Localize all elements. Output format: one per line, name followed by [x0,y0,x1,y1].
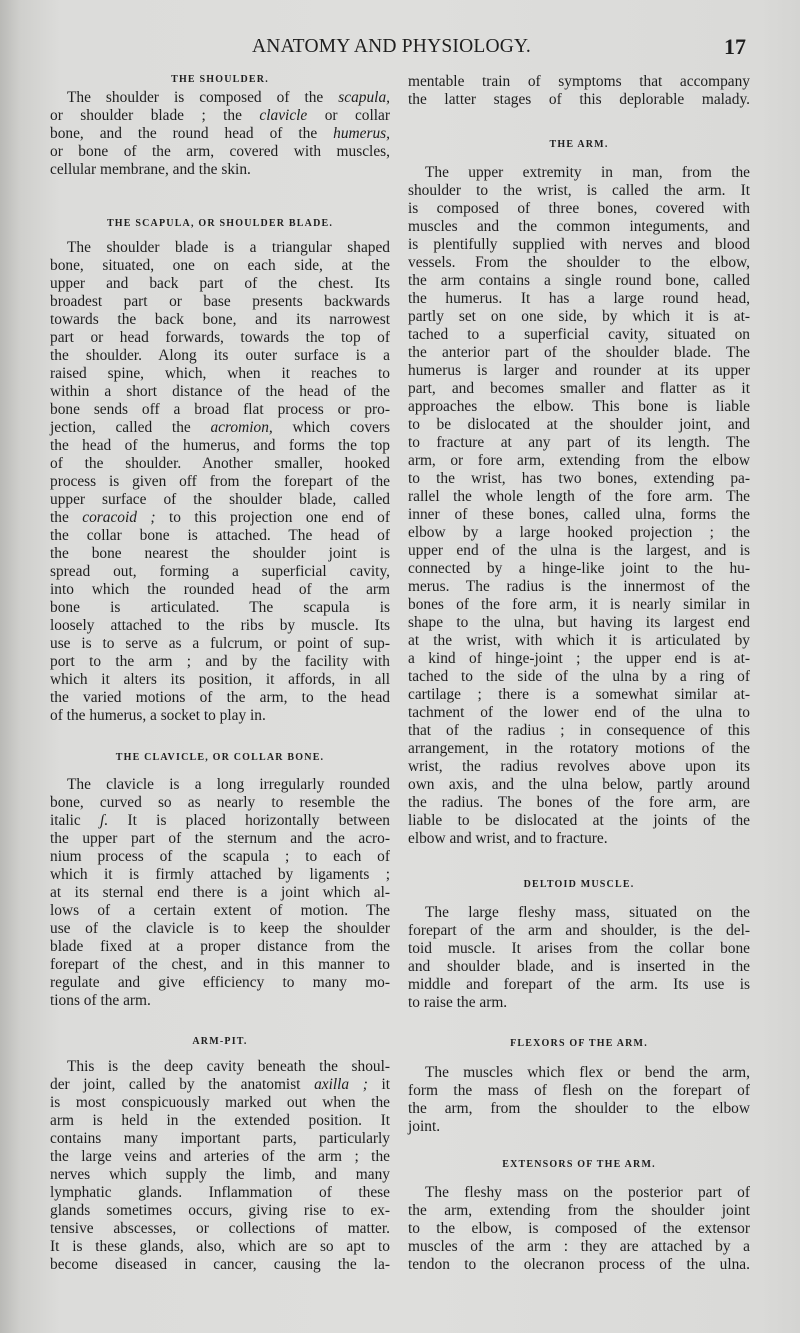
text-line: the coracoid ; to this projection one end of [50,509,391,526]
text-line: is most conspicuously marked out when the [50,1094,390,1111]
text-line: process is given off from the forepart of the [50,473,390,490]
text-line: rallel the whole length of the fore arm. The [408,488,750,505]
text-line: contains many important parts, particularly [50,1130,390,1147]
text-line: wrist, the radius revolves above upon its [408,758,750,775]
text-line: arm is held in the extended position. It [50,1112,390,1129]
text-line: which it is firmly attached by ligaments ; [50,866,390,883]
text-line: middle and forepart of the arm. Its use is [408,976,750,993]
text-line: shape to the ulna, but having its largest end [408,614,750,631]
text-line: arrangement, in the rotatory motions of the [408,740,750,757]
text-line: raised spine, which, when it reaches to [50,365,390,382]
text-line: the humerus. It has a large round head, [408,290,750,307]
text-line: that of the radius ; in consequence of this [408,722,750,739]
text-line: nerves which supply the limb, and many [50,1166,390,1183]
text-line: nium process of the scapula ; to each of [50,848,390,865]
text-line: tensive abscesses, or collections of matter. [50,1220,390,1237]
text-line: jection, called the acromion, which covers [50,419,390,436]
text-line: the arm, extending from the shoulder joint [408,1202,750,1219]
text-line: The upper extremity in man, from the [425,164,750,181]
text-line: at its sternal end there is a joint which al- [50,884,390,901]
page-number: 17 [724,34,746,59]
paragraph [50,1058,390,1274]
text-line: upper and back part of the chest. Its [50,275,390,292]
text-line: to be dislocated at the shoulder joint, and [408,416,750,433]
section-heading: THE SHOULDER. [171,74,269,85]
paragraph [50,89,390,179]
text-line: become diseased in cancer, causing the la- [50,1256,390,1273]
text-line: or shoulder blade ; the clavicle or collar [50,107,390,124]
text-line: into which the rounded head of the arm [50,581,390,598]
text-line: bone, and the round head of the humerus, [50,125,390,142]
italic-term: ʃ. [100,812,109,829]
text-line: elbow and wrist, and to fracture. [408,830,608,847]
text-line: approaches the elbow. This bone is liable [408,398,750,415]
text-line: to the elbow, is composed of the extensor [408,1220,750,1237]
text-line: forepart of the arm and shoulder, is the del- [408,922,750,939]
text-line: The muscles which flex or bend the arm, [425,1064,750,1081]
paragraph-continuation [408,73,750,109]
section-heading: DELTOID MUSCLE. [523,879,635,890]
text-line: own axis, and the ulna below, partly around [408,776,750,793]
text-line: vessels. From the shoulder to the elbow, [408,254,750,271]
section-heading: THE ARM. [549,139,609,150]
text-line: toid muscle. It arises from the collar bone [408,940,750,957]
text-line: broadest part or base presents backwards [50,293,390,310]
text-line: arm, or fore arm, extending from the elbow [408,452,750,469]
italic-term: axilla ; [314,1076,368,1093]
text-line: inner of these bones, called ulna, forms the [408,506,750,523]
paragraph [50,239,390,725]
text-line: the large veins and arteries of the arm ; the [50,1148,390,1165]
text-line: The shoulder is composed of the scapula, [67,89,390,106]
text-line: is composed of three bones, covered with [408,200,750,217]
text-line: merus. The radius is the innermost of the [408,578,750,595]
text-line: connected by a hinge-like joint to the hu- [408,560,750,577]
text-line: bone sends off a broad flat process or pro- [50,401,390,418]
text-line: a kind of hinge-joint ; the upper end is at- [408,650,750,667]
text-line: regulate and give efficiency to many mo- [50,974,390,991]
text-line: within a short distance of the head of the [50,383,390,400]
text-line: the arm, from the shoulder to the elbow [408,1100,750,1117]
text-line: bone, situated, one on each side, at the [50,257,390,274]
italic-term: clavicle [259,107,308,124]
text-line: mentable train of symptoms that accompany [408,73,750,90]
text-line: part or head forwards, towards the top of [50,329,390,346]
text-line: spread out, forming a superficial cavity, [50,563,390,580]
text-line: the varied motions of the arm, to the head [50,689,390,706]
text-line: The large fleshy mass, situated on the [425,904,750,921]
text-line: tions of the arm. [50,992,151,1009]
text-line: use of the clavicle is to keep the shoulder [50,920,390,937]
text-line: tached to a superficial cavity, situated on [408,326,750,343]
text-line: of the humerus, a socket to play in. [50,707,266,724]
text-line: to the wrist, has two bones, extending pa- [408,470,750,487]
text-line: bone, curved so as nearly to resemble the [50,794,390,811]
text-line: the anterior part of the shoulder blade. The [408,344,750,361]
section-heading: THE CLAVICLE, OR COLLAR BONE. [115,752,325,763]
text-line: the shoulder. Along its outer surface is a [50,347,390,364]
text-line: humerus is larger and rounder at its upper [408,362,750,379]
text-line: shoulder to the wrist, is called the arm. It [408,182,750,199]
text-line: partly set on one side, by which it is at- [408,308,750,325]
text-line: The clavicle is a long irregularly rounded [67,776,390,793]
text-line: the latter stages of this deplorable malady. [408,91,750,108]
text-line: bones of the fore arm, it is nearly similar in [408,596,750,613]
text-line: upper end of the ulna is the largest, and is [408,542,750,559]
text-line: The shoulder blade is a triangular shaped [67,239,390,256]
italic-term: acromion, [210,419,273,436]
text-line: muscles and the common integuments, and [408,218,750,235]
text-line: to raise the arm. [408,994,508,1011]
text-line: blade fixed at a proper distance from the [50,938,390,955]
text-line: joint. [408,1118,441,1135]
text-line: and shoulder blade, and is inserted in the [408,958,750,975]
section-heading: THE SCAPULA, OR SHOULDER BLADE. [106,218,334,229]
paragraph [50,776,390,1010]
text-line: tendon to the olecranon process of the ulna. [408,1256,750,1273]
paragraph [408,904,750,1012]
text-line: to fracture at any part of its length. The [408,434,750,451]
text-line: tachment of the lower end of the ulna to [408,704,750,721]
text-line: or bone of the arm, covered with muscles, [50,143,390,160]
text-line: the arm contains a single round bone, called [408,272,750,289]
text-line: This is the deep cavity beneath the shoul- [67,1058,390,1075]
text-line: lows of a certain extent of motion. The [50,902,390,919]
text-line: use is to serve as a fulcrum, or point of sup- [50,635,390,652]
text-line: port to the arm ; and by the facility with [50,653,390,670]
text-line: lymphatic glands. Inflammation of these [50,1184,390,1201]
text-line: forepart of the chest, and in this manner to [50,956,390,973]
text-line: der joint, called by the anatomist axilla ; it [50,1076,390,1093]
paragraph [408,1064,750,1136]
text-line: the collar bone is attached. The head of [50,527,390,544]
text-line: liable to be dislocated at the joints of the [408,812,750,829]
italic-term: coracoid ; [82,509,156,526]
text-line: towards the back bone, and its narrowest [50,311,390,328]
section-heading: FLEXORS OF THE ARM. [510,1038,648,1049]
italic-term: humerus, [333,125,390,142]
text-line: part, and becomes smaller and flatter as it [408,380,750,397]
paragraph [408,1184,750,1274]
text-line: cartilage ; there is a somewhat similar at- [408,686,750,703]
text-line: elbow by a large hooked projection ; the [408,524,750,541]
text-line: which it alters its position, it affords, in all [50,671,390,688]
text-line: the head of the humerus, and forms the top [50,437,390,454]
text-line: the bone nearest the shoulder joint is [50,545,390,562]
paragraph [408,164,750,848]
text-line: italic ʃ. It is placed horizontally between [50,812,390,829]
text-line: the radius. The bones of the fore arm, are [408,794,750,811]
section-heading: EXTENSORS OF THE ARM. [502,1159,656,1170]
text-line: It is these glands, also, which are so apt to [50,1238,390,1255]
text-line: glands sometimes occurs, giving rise to ex- [50,1202,390,1219]
text-line: form the mass of flesh on the forepart of [408,1082,750,1099]
text-line: bone is articulated. The scapula is [50,599,390,616]
text-line: muscles of the arm : they are attached by a [408,1238,750,1255]
text-line: loosely attached to the ribs by muscle. Its [50,617,390,634]
text-line: The fleshy mass on the posterior part of [425,1184,750,1201]
italic-term: scapula, [338,89,390,106]
section-heading: ARM-PIT. [192,1036,248,1047]
text-line: is plentifully supplied with nerves and blood [408,236,750,253]
text-line: of the shoulder. Another smaller, hooked [50,455,390,472]
text-line: cellular membrane, and the skin. [50,161,251,178]
text-line: tached to the side of the ulna by a ring of [408,668,750,685]
text-line: upper surface of the shoulder blade, called [50,491,390,508]
text-line: at the wrist, with which it is articulated by [408,632,750,649]
running-head: ANATOMY AND PHYSIOLOGY. [252,36,531,57]
text-line: the upper part of the sternum and the acro- [50,830,390,847]
